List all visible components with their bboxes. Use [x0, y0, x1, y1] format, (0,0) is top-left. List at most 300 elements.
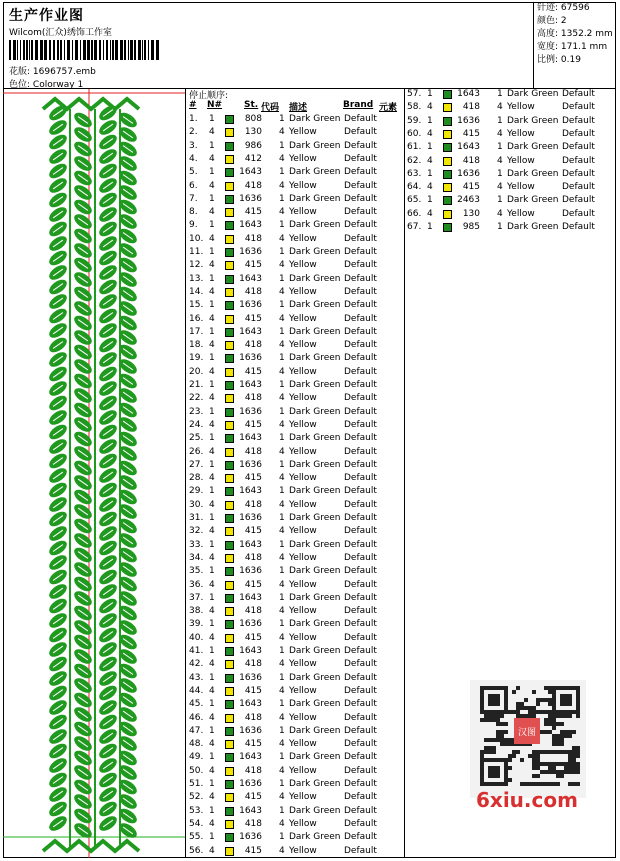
row-index: 2.: [189, 127, 198, 138]
qr-module: [524, 698, 528, 702]
barcode-bar: [17, 40, 18, 60]
row-index: 3.: [189, 140, 198, 151]
qr-module: [548, 702, 552, 706]
row-desc: Dark Green: [507, 195, 559, 206]
qr-module: [536, 698, 540, 702]
row-desc: Dark Green: [289, 114, 341, 124]
row-needle: 1: [209, 486, 215, 497]
color-swatch: [225, 328, 234, 337]
stop-sequence-title: 停止顺序:: [189, 91, 229, 101]
row-stops: 1: [279, 699, 285, 710]
row-index: 31.: [189, 513, 204, 523]
color-swatch: [225, 753, 234, 762]
table-row: [189, 845, 401, 858]
row-desc: Dark Green: [507, 89, 559, 99]
qr-module: [556, 762, 560, 766]
row-code: 415: [244, 207, 262, 218]
row-brand: Default: [344, 140, 377, 151]
qr-module: [576, 766, 580, 770]
row-brand: Default: [344, 725, 377, 736]
table-row: [189, 472, 401, 485]
row-needle: 4: [209, 286, 215, 297]
row-brand: Default: [562, 195, 595, 206]
color-swatch: [225, 115, 234, 124]
color-swatch: [443, 157, 452, 166]
qr-module: [484, 750, 488, 754]
qr-module: [532, 710, 536, 714]
qr-finder: [488, 694, 500, 706]
table-row: [189, 499, 401, 512]
row-needle: 4: [209, 526, 215, 537]
row-stops: 4: [279, 207, 285, 218]
row-brand: Default: [344, 353, 377, 364]
row-code: 418: [244, 286, 262, 297]
pattern-info: [9, 64, 96, 77]
row-needle: 4: [427, 155, 433, 166]
row-desc: Yellow: [289, 579, 317, 590]
qr-module: [568, 782, 572, 786]
row-index: 5.: [189, 167, 198, 178]
row-code: 1643: [239, 326, 262, 337]
row-needle: 4: [427, 182, 433, 193]
row-needle: 4: [209, 446, 215, 457]
row-desc: Yellow: [289, 712, 317, 723]
qr-module: [552, 738, 556, 742]
table-row: [407, 168, 619, 181]
row-desc: Dark Green: [289, 167, 341, 178]
row-desc: Dark Green: [289, 539, 341, 550]
row-needle: 4: [209, 233, 215, 244]
table-row: [189, 326, 401, 339]
row-desc: Yellow: [289, 207, 317, 218]
row-stops: 1: [279, 646, 285, 656]
qr-module: [536, 750, 540, 754]
table-row: [189, 166, 401, 179]
row-code: 986: [244, 140, 262, 151]
row-stops: 4: [279, 712, 285, 723]
color-swatch: [225, 687, 234, 696]
row-brand: Default: [344, 473, 377, 484]
row-brand: Default: [344, 366, 377, 377]
color-swatch: [225, 128, 234, 137]
table-row: [189, 219, 401, 232]
qr-module: [544, 782, 548, 786]
qr-module: [532, 774, 536, 778]
row-brand: Default: [562, 168, 595, 179]
row-index: 59.: [407, 115, 422, 126]
row-needle: 4: [209, 685, 215, 696]
qr-module: [480, 754, 484, 758]
table-row: [407, 155, 619, 168]
row-code: 1643: [239, 805, 262, 816]
color-swatch: [225, 394, 234, 403]
row-desc: Dark Green: [289, 566, 341, 577]
row-code: 415: [244, 419, 262, 430]
table-row: [189, 140, 401, 153]
row-needle: 1: [209, 805, 215, 816]
row-brand: Default: [344, 406, 377, 417]
qr-module: [544, 686, 548, 690]
color-swatch: [225, 847, 234, 856]
stat-scale: 比例: 0.19: [537, 55, 581, 65]
table-row: [407, 141, 619, 154]
row-needle: 1: [427, 142, 433, 153]
row-brand: Default: [562, 142, 595, 153]
qr-module: [540, 770, 544, 774]
row-needle: 1: [209, 832, 215, 843]
table-row: [189, 712, 401, 725]
barcode-bar: [134, 40, 136, 60]
qr-module: [532, 750, 536, 754]
row-desc: Dark Green: [289, 832, 341, 843]
qr-module: [556, 714, 560, 718]
table-row: [189, 419, 401, 432]
row-index: 17.: [189, 326, 204, 337]
row-needle: 1: [209, 539, 215, 550]
qr-module: [560, 742, 564, 746]
row-needle: 4: [209, 499, 215, 510]
qr-module: [516, 702, 520, 706]
row-code: 1636: [239, 459, 262, 470]
table-row: [189, 632, 401, 645]
row-brand: Default: [344, 193, 377, 204]
qr-module: [572, 750, 576, 754]
qr-module: [544, 722, 548, 726]
qr-module: [552, 718, 556, 722]
qr-module: [520, 706, 524, 710]
header: [3, 2, 616, 89]
row-index: 62.: [407, 155, 422, 166]
row-stops: 4: [497, 208, 503, 219]
row-desc: Dark Green: [289, 779, 341, 789]
qr-module: [496, 714, 500, 718]
qr-module: [508, 778, 512, 782]
row-desc: Yellow: [289, 446, 317, 457]
row-brand: Default: [344, 552, 377, 563]
qr-module: [544, 710, 548, 714]
row-brand: Default: [562, 155, 595, 166]
qr-module: [520, 702, 524, 706]
row-index: 50.: [189, 765, 204, 776]
row-code: 418: [244, 818, 262, 829]
row-needle: 4: [209, 207, 215, 218]
row-stops: 4: [279, 260, 285, 271]
row-stops: 4: [279, 419, 285, 430]
row-index: 25.: [189, 433, 204, 444]
barcode-bar: [112, 40, 114, 60]
company-name: Wilcom(汇众)绣饰工作室: [9, 28, 112, 38]
row-code: 1643: [239, 486, 262, 497]
row-stops: 1: [497, 115, 503, 126]
row-stops: 1: [279, 725, 285, 736]
table-row: [189, 725, 401, 738]
color-swatch: [443, 210, 452, 219]
qr-module: [500, 734, 504, 738]
row-stops: 4: [279, 127, 285, 138]
row-index: 19.: [189, 353, 204, 364]
row-desc: Yellow: [289, 153, 317, 164]
row-brand: Default: [344, 127, 377, 138]
row-index: 14.: [189, 286, 204, 297]
color-swatch: [225, 740, 234, 749]
row-stops: 1: [279, 326, 285, 337]
row-stops: 4: [497, 182, 503, 193]
row-desc: Dark Green: [289, 725, 341, 736]
color-swatch: [225, 527, 234, 536]
row-index: 10.: [189, 233, 204, 244]
color-swatch: [225, 354, 234, 363]
color-swatch: [225, 195, 234, 204]
qr-module: [496, 730, 500, 734]
colorway-label: 色位:: [9, 80, 31, 90]
table-row: [407, 181, 619, 194]
qr-module: [548, 722, 552, 726]
row-brand: Default: [344, 207, 377, 218]
row-brand: Default: [344, 220, 377, 231]
qr-module: [572, 754, 576, 758]
row-stops: 4: [497, 128, 503, 139]
color-swatch: [225, 727, 234, 736]
qr-module: [552, 714, 556, 718]
table-row: [189, 379, 401, 392]
barcode-bar: [67, 40, 70, 60]
qr-module: [516, 686, 520, 690]
row-brand: Default: [344, 685, 377, 696]
color-swatch: [225, 567, 234, 576]
row-index: 21.: [189, 380, 204, 390]
row-brand: Default: [344, 739, 377, 750]
qr-module: [500, 714, 504, 718]
color-swatch: [225, 208, 234, 217]
embroidery-design: [3, 89, 186, 858]
qr-finder: [560, 694, 572, 706]
color-swatch: [225, 820, 234, 829]
color-swatch: [225, 235, 234, 244]
row-code: 415: [244, 526, 262, 537]
row-brand: Default: [344, 619, 377, 630]
qr-module: [508, 710, 512, 714]
qr-module: [560, 730, 564, 734]
row-stops: 1: [279, 513, 285, 523]
barcode-bar: [130, 40, 133, 60]
row-code: 418: [462, 102, 480, 113]
qr-module: [556, 722, 560, 726]
color-swatch: [225, 408, 234, 417]
row-needle: 4: [209, 792, 215, 803]
row-index: 51.: [189, 779, 204, 789]
row-brand: Default: [344, 433, 377, 444]
qr-module: [564, 714, 568, 718]
table-row: [407, 194, 619, 207]
table-row: [189, 658, 401, 671]
color-swatch: [225, 541, 234, 550]
qr-module: [504, 722, 508, 726]
color-swatch: [225, 461, 234, 470]
row-desc: Yellow: [289, 233, 317, 244]
qr-module: [528, 754, 532, 758]
row-needle: 1: [209, 779, 215, 789]
qr-module: [532, 762, 536, 766]
qr-module: [552, 734, 556, 738]
row-stops: 1: [497, 195, 503, 206]
row-index: 45.: [189, 699, 204, 710]
row-code: 415: [462, 182, 480, 193]
row-desc: Dark Green: [289, 672, 341, 683]
row-index: 27.: [189, 459, 204, 470]
qr-module: [504, 738, 508, 742]
table-header: [187, 100, 405, 112]
qr-module: [536, 702, 540, 706]
row-desc: Dark Green: [289, 380, 341, 390]
color-swatch: [225, 780, 234, 789]
row-brand: Default: [344, 606, 377, 617]
qr-module: [552, 766, 556, 770]
row-stops: 4: [279, 153, 285, 164]
qr-module: [552, 782, 556, 786]
color-swatch: [225, 301, 234, 310]
row-needle: 1: [209, 592, 215, 603]
color-swatch: [225, 594, 234, 603]
qr-module: [536, 766, 540, 770]
row-brand: Default: [344, 180, 377, 191]
qr-module: [484, 738, 488, 742]
qr-module: [544, 750, 548, 754]
row-brand: Default: [344, 792, 377, 803]
row-desc: Dark Green: [507, 115, 559, 126]
row-code: 1636: [239, 672, 262, 683]
row-stops: 1: [279, 433, 285, 444]
barcode-bar: [148, 40, 149, 60]
table-row: [189, 406, 401, 419]
qr-module: [540, 698, 544, 702]
qr-module: [572, 770, 576, 774]
row-code: 418: [244, 606, 262, 617]
row-needle: 1: [209, 353, 215, 364]
row-index: 46.: [189, 712, 204, 723]
qr-module: [512, 710, 516, 714]
qr-module: [568, 714, 572, 718]
qr-module: [504, 742, 508, 746]
table-row: [189, 193, 401, 206]
color-swatch: [225, 487, 234, 496]
qr-module: [548, 762, 552, 766]
table-row: [189, 392, 401, 405]
barcode-bar: [40, 40, 43, 60]
row-index: 44.: [189, 685, 204, 696]
row-brand: Default: [344, 340, 377, 351]
row-stops: 1: [279, 406, 285, 417]
row-needle: 4: [209, 712, 215, 723]
row-code: 415: [244, 792, 262, 803]
table-row: [407, 88, 619, 101]
qr-module: [484, 714, 488, 718]
colorway-value: Colorway 1: [32, 80, 84, 90]
row-needle: 1: [209, 672, 215, 683]
row-desc: Dark Green: [289, 326, 341, 337]
row-desc: Yellow: [289, 765, 317, 776]
row-stops: 1: [279, 167, 285, 178]
row-stops: 1: [279, 114, 285, 124]
row-index: 65.: [407, 195, 422, 206]
qr-module: [548, 730, 552, 734]
table-row: [407, 221, 619, 234]
color-swatch: [225, 501, 234, 510]
qr-module: [488, 738, 492, 742]
row-stops: 1: [279, 619, 285, 630]
qr-module: [516, 714, 520, 718]
qr-module: [524, 782, 528, 786]
row-index: 66.: [407, 208, 422, 219]
row-code: 415: [462, 128, 480, 139]
color-swatch: [225, 288, 234, 297]
qr-module: [564, 734, 568, 738]
qr-module: [540, 730, 544, 734]
color-swatch: [225, 155, 234, 164]
barcode-bar: [53, 40, 55, 60]
row-brand: Default: [344, 300, 377, 311]
qr-module: [512, 690, 516, 694]
table-row: [189, 273, 401, 286]
row-index: 63.: [407, 168, 422, 179]
table-row: [189, 233, 401, 246]
row-stops: 1: [279, 779, 285, 789]
table-row: [407, 208, 619, 221]
qr-module: [576, 782, 580, 786]
qr-module: [548, 710, 552, 714]
row-index: 13.: [189, 273, 204, 284]
row-desc: Dark Green: [289, 646, 341, 656]
table-row: [189, 738, 401, 751]
qr-module: [572, 730, 576, 734]
row-code: 415: [244, 685, 262, 696]
qr-module: [576, 770, 580, 774]
qr-module: [556, 738, 560, 742]
qr-module: [548, 698, 552, 702]
color-swatch: [443, 117, 452, 126]
color-swatch: [443, 223, 452, 232]
barcode-bar: [83, 40, 86, 60]
row-index: 53.: [189, 805, 204, 816]
qr-module: [532, 706, 536, 710]
row-index: 36.: [189, 579, 204, 590]
row-brand: Default: [344, 832, 377, 843]
qr-module: [536, 754, 540, 758]
row-stops: 1: [279, 380, 285, 390]
table-row: [189, 459, 401, 472]
barcode-bar: [72, 40, 73, 60]
row-brand: Default: [344, 659, 377, 670]
row-brand: Default: [344, 486, 377, 497]
row-code: 1636: [457, 115, 480, 126]
row-code: 1636: [239, 193, 262, 204]
qr-module: [500, 742, 504, 746]
qr-module: [480, 718, 484, 722]
row-code: 418: [244, 340, 262, 351]
row-index: 33.: [189, 539, 204, 550]
table-row: [189, 432, 401, 445]
row-brand: Default: [344, 393, 377, 404]
table-row: [189, 313, 401, 326]
row-needle: 4: [427, 208, 433, 219]
color-swatch: [225, 448, 234, 457]
qr-module: [572, 782, 576, 786]
row-desc: Dark Green: [289, 513, 341, 523]
row-needle: 1: [427, 115, 433, 126]
qr-module: [560, 750, 564, 754]
row-index: 9.: [189, 220, 198, 231]
stop-sequence-table: [187, 89, 405, 858]
row-brand: Default: [344, 167, 377, 178]
